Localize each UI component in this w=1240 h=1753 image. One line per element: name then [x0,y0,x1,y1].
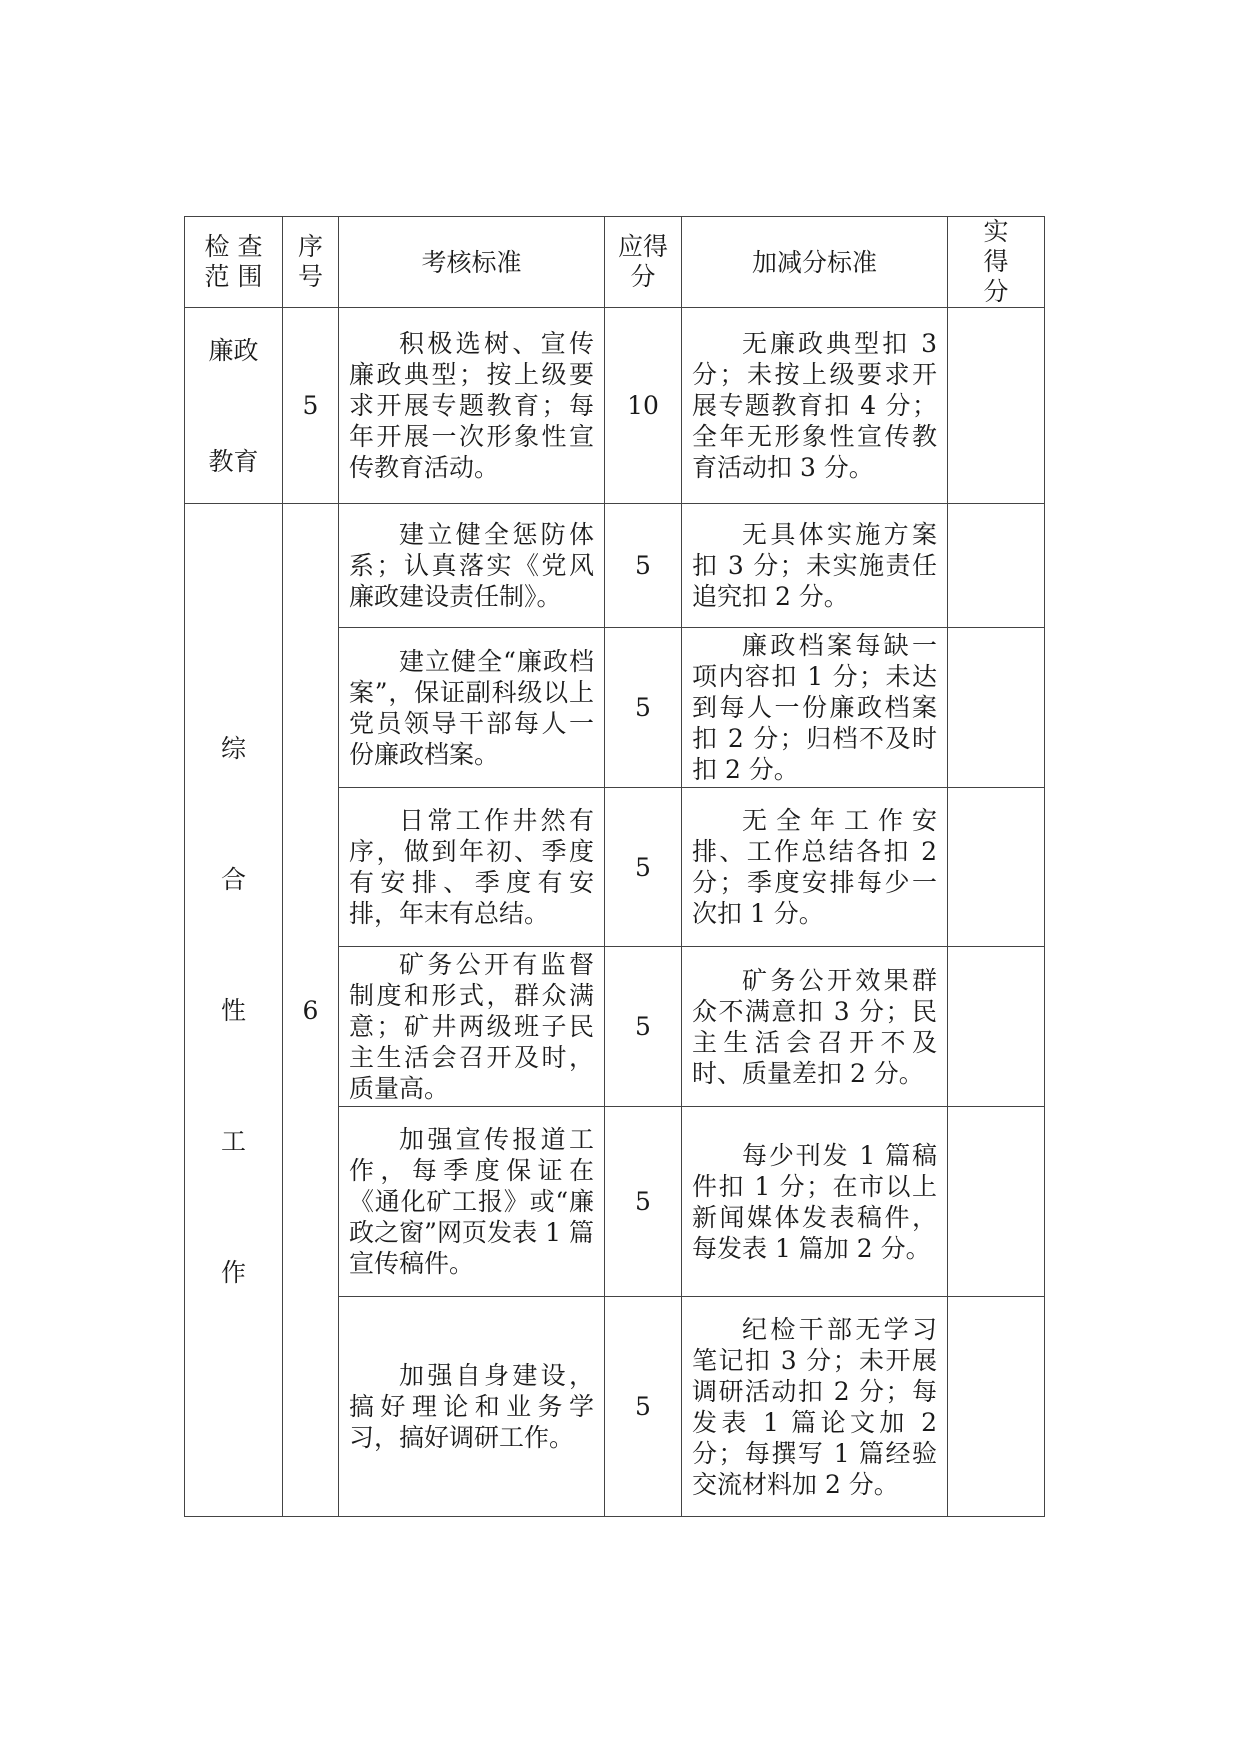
header-no: 序 号 [283,217,339,308]
rules-cell: 廉政档案每缺一项内容扣 1 分；未达到每人一份廉政档案扣 2 分；归档不及时扣 2 分。 [682,628,948,788]
standard-cell: 建立健全惩防体系；认真落实《党风廉政建设责任制》。 [339,504,605,628]
header-actual: 实得分 [948,217,1045,308]
actual-score-cell[interactable] [948,788,1045,947]
header-scope: 检 查 范 围 [185,217,283,308]
serial-number: 5 [283,308,339,504]
points-cell: 5 [605,788,682,947]
points-cell: 5 [605,504,682,628]
table-row [185,504,1045,628]
actual-score-cell[interactable] [948,947,1045,1107]
standard-cell: 矿务公开有监督制度和形式，群众满意；矿井两级班子民主生活会召开及时，质量高。 [339,947,605,1107]
standard-cell: 加强自身建设，搞好理论和业务学习，搞好调研工作。 [339,1297,605,1517]
serial-number: 6 [283,504,339,1517]
standard-cell: 加强宣传报道工作，每季度保证在《通化矿工报》或“廉政之窗”网页发表 1 篇宣传稿件。 [339,1107,605,1297]
actual-score-cell[interactable] [948,504,1045,628]
standard-cell: 积极选树、宣传廉政典型；按上级要求开展专题教育；每年开展一次形象性宣传教育活动。 [339,308,605,504]
rules-cell: 无廉政典型扣 3 分；未按上级要求开展专题教育扣 4 分；全年无形象性宣传教育活动扣 3 分。 [682,308,948,504]
points-cell: 5 [605,628,682,788]
standard-cell: 建立健全“廉政档案”，保证副科级以上党员领导干部每人一份廉政档案。 [339,628,605,788]
rules-cell: 无具体实施方案扣 3 分；未实施责任追究扣 2 分。 [682,504,948,628]
scope-char: 工 [220,1126,246,1156]
points-cell: 5 [605,947,682,1107]
actual-score-cell[interactable] [948,1107,1045,1297]
rules-cell: 矿务公开效果群众不满意扣 3 分；民主生活会召开不及时、质量差扣 2 分。 [682,947,948,1107]
header-standard: 考核标准 [339,217,605,308]
actual-score-cell[interactable] [948,308,1045,504]
scope-cell [185,308,283,504]
table-row [185,308,1045,504]
header-rules: 加减分标准 [682,217,948,308]
points-cell: 10 [605,308,682,504]
standard-cell: 日常工作井然有序，做到年初、季度有安排、季度有安排，年末有总结。 [339,788,605,947]
actual-score-cell[interactable] [948,1297,1045,1517]
points-cell: 5 [605,1107,682,1297]
header-row [185,217,1045,308]
scope-char: 性 [220,995,246,1025]
actual-score-cell[interactable] [948,628,1045,788]
scope-char: 合 [220,864,246,894]
scope-label-bottom: 教育 [208,446,259,476]
scope-label-top: 廉政 [208,335,259,365]
header-points: 应得分 [605,217,682,308]
scope-cell [185,504,283,1517]
rules-cell: 每少刊发 1 篇稿件扣 1 分；在市以上新闻媒体发表稿件，每发表 1 篇加 2 分。 [682,1107,948,1297]
scope-char: 综 [220,733,246,763]
scope-char: 作 [220,1257,246,1287]
rules-cell: 纪检干部无学习笔记扣 3 分；未开展调研活动扣 2 分；每发表 1 篇论文加 2 分；每撰写 1 篇经验交流材料加 2 分。 [682,1297,948,1517]
rules-cell: 无全年工作安排、工作总结各扣 2 分；季度安排每少一次扣 1 分。 [682,788,948,947]
assessment-table [184,216,1045,1517]
points-cell: 5 [605,1297,682,1517]
